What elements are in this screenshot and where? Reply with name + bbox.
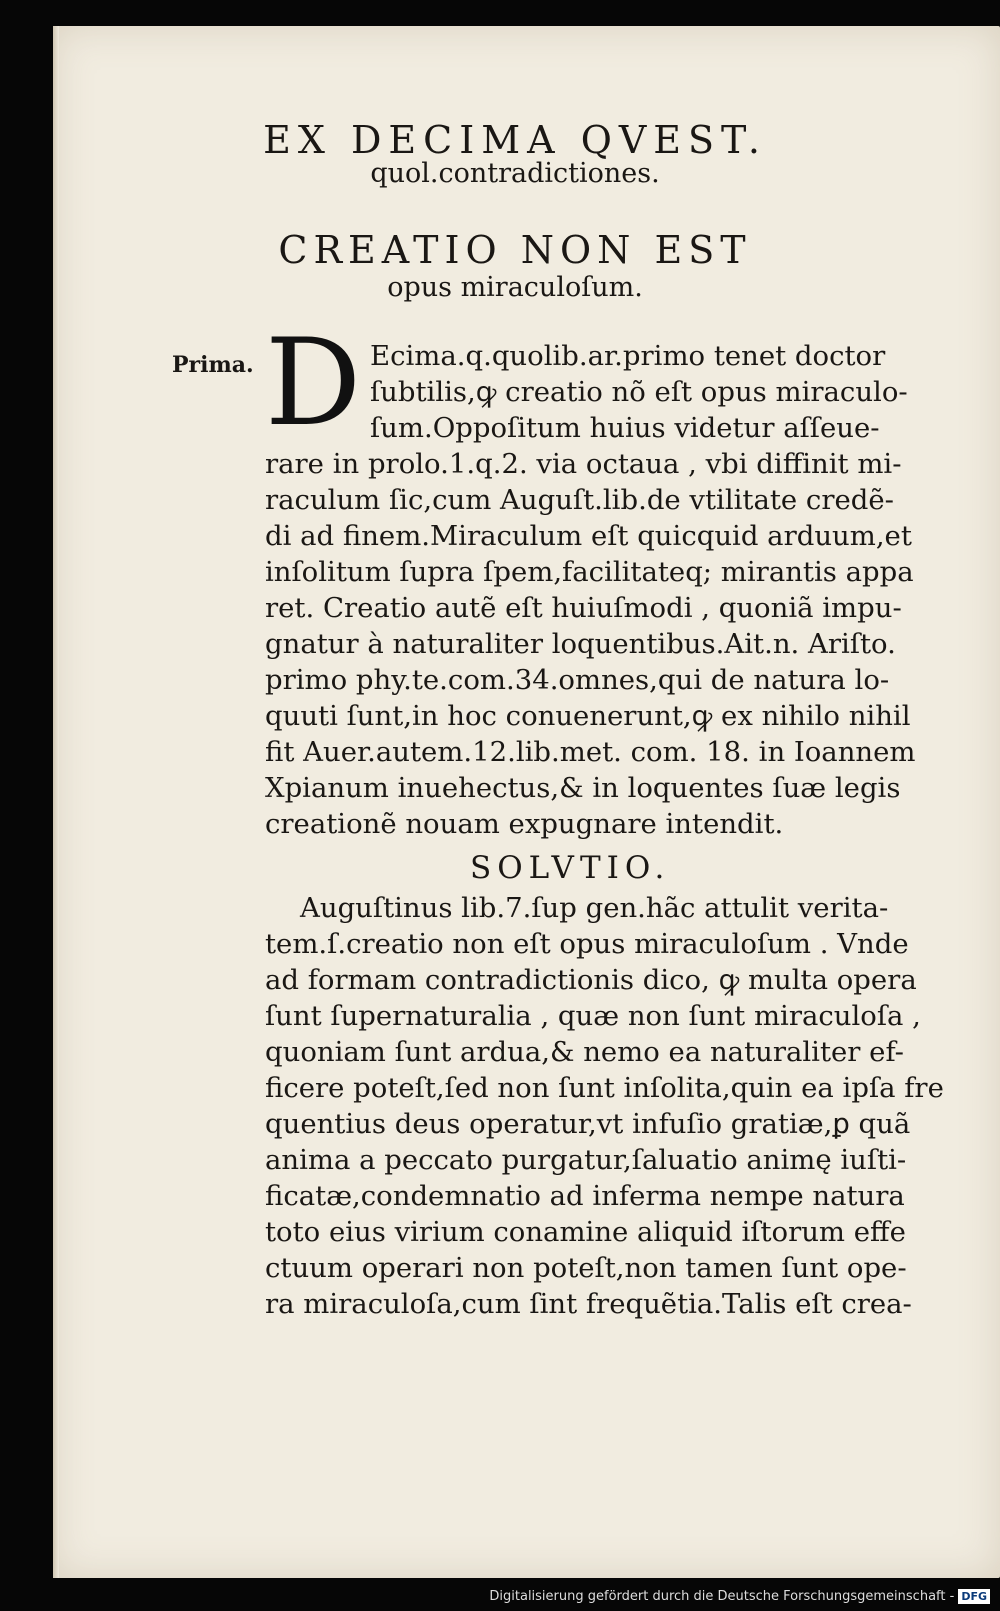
- drop-capital: D: [265, 314, 362, 453]
- page-edge: [53, 26, 59, 1578]
- text-line: raculum ſic,cum Auguſt.lib.de vtilitate credẽ-: [265, 484, 894, 516]
- margin-note: Prima.: [172, 352, 254, 378]
- text-line: Ecima.q.quolib.ar.primo tenet doctor: [370, 340, 886, 372]
- text-line: ad formam contradictionis dico, ꝙ multa opera: [265, 964, 917, 996]
- text-line: ficatæ,condemnatio ad inferma nempe natura: [265, 1180, 905, 1212]
- text-line: quuti ſunt,in hoc conuenerunt,ꝙ ex nihilo nihil: [265, 700, 911, 732]
- digitization-credit: [489, 1585, 990, 1609]
- footer-text: Digitalisierung gefördert durch die Deutsche Forschungsgemeinschaft -: [489, 1589, 955, 1604]
- heading-line-3: CREATIO NON EST: [278, 228, 752, 272]
- heading-line-2: quol.contradictiones.: [370, 158, 660, 189]
- text-line: rare in prolo.1.q.2. via octaua , vbi diffinit mi-: [265, 448, 902, 480]
- text-line: anima a peccato purgatur,ſaluatio animę iuſti-: [265, 1144, 907, 1176]
- text-line: fit Auer.autem.12.lib.met. com. 18. in Ioannem: [265, 736, 916, 768]
- section-heading-solutio: SOLVTIO.: [470, 850, 671, 886]
- text-line: Auguſtinus lib.7.ſup gen.hãc attulit verita-: [300, 892, 889, 924]
- text-line: tem.ſ.creatio non eſt opus miraculoſum . Vnde: [265, 928, 909, 960]
- text-line: ficere poteſt,ſed non ſunt inſolita,quin ea ipſa fre: [265, 1072, 944, 1104]
- text-line: creationẽ nouam expugnare intendit.: [265, 808, 784, 840]
- text-line: di ad finem.Miraculum eſt quicquid arduum,et: [265, 520, 912, 552]
- text-line: inſolitum ſupra ſpem,facilitateq; mirantis appa: [265, 556, 914, 588]
- text-line: ſum.Oppoſitum huius videtur aſſeue-: [370, 412, 880, 444]
- text-line: ra miraculoſa,cum ſint frequẽtia.Talis eſt crea-: [265, 1288, 912, 1320]
- text-line: ſunt ſupernaturalia , quæ non ſunt miraculoſa ,: [265, 1000, 921, 1032]
- heading-line-1: EX DECIMA QVEST.: [263, 118, 767, 162]
- text-line: gnatur à naturaliter loquentibus.Ait.n. Ariſto.: [265, 628, 896, 660]
- text-line: Xpianum inuehectus,& in loquentes ſuæ legis: [265, 772, 901, 804]
- heading-line-4: opus miraculoſum.: [387, 272, 643, 303]
- text-line: ret. Creatio autẽ eſt huiuſmodi , quoniã impu-: [265, 592, 902, 624]
- text-line: primo phy.te.com.34.omnes,qui de natura lo-: [265, 664, 890, 696]
- text-line: ctuum operari non poteſt,non tamen ſunt ope-: [265, 1252, 907, 1284]
- text-line: quentius deus operatur,vt infuſio gratiæ,ꝑ quã: [265, 1108, 911, 1140]
- text-line: toto eius virium conamine aliquid iſtorum effe: [265, 1216, 906, 1248]
- text-line: ſubtilis,ꝙ creatio nõ eſt opus miraculo-: [370, 376, 908, 408]
- text-line: quoniam ſunt ardua,& nemo ea naturaliter ef-: [265, 1036, 904, 1068]
- dfg-logo-icon: DFG: [958, 1589, 990, 1604]
